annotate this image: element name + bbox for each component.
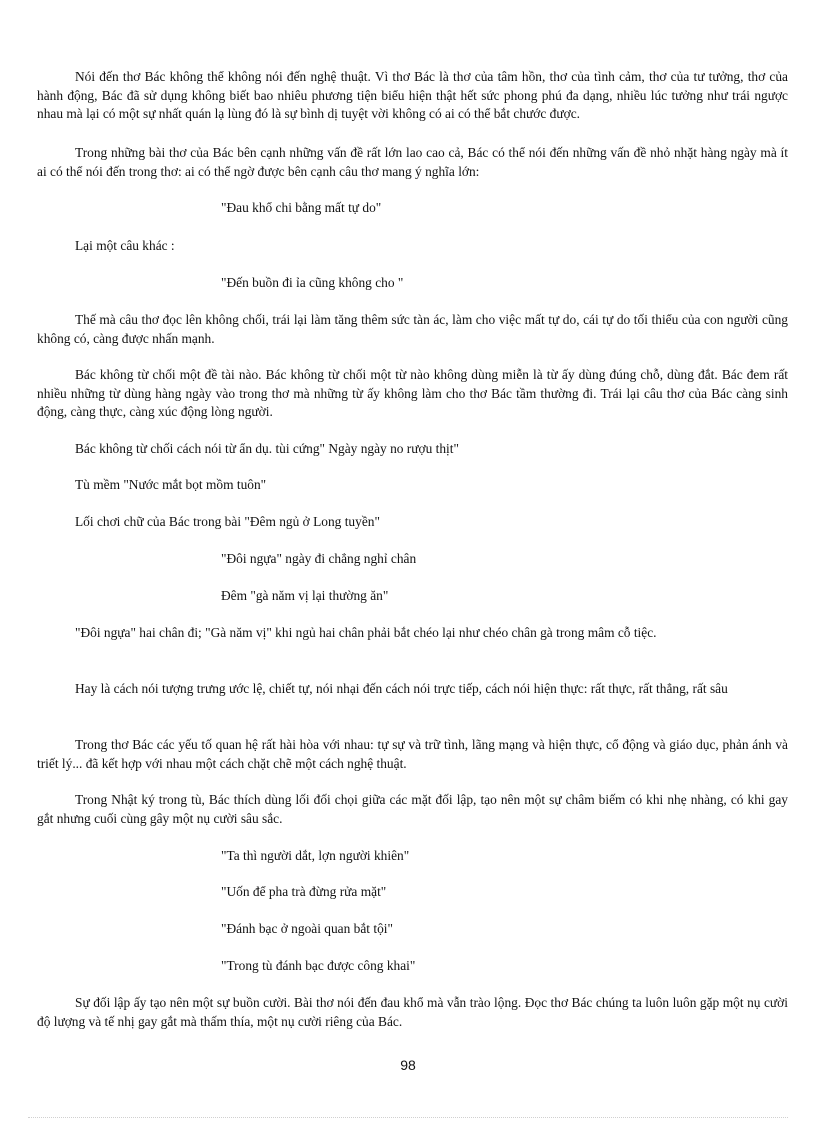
verse-line: Đêm "gà năm vị lại thường ăn" bbox=[221, 588, 389, 603]
paragraph: Trong thơ Bác các yếu tố quan hệ rất hài hòa với nhau: tự sự và trữ tình, lãng mạng và hiện thực, cổ động và giáo dục, phản ánh và triết lý... đã kết hợp với nhau một cách chặt chẽ một cách nghệ thuật. bbox=[37, 737, 788, 771]
verse-line: "Uốn để pha trà đừng rửa mặt" bbox=[221, 884, 387, 899]
paragraph: Sự đối lập ấy tạo nên một sự buồn cười. Bài thơ nói đến đau khổ mà vẫn trào lộng. Đọc thơ Bác chúng ta luôn luôn gặp một nụ cười độ lượng và tế nhị gay gắt mà thấm thía, một nụ cười riêng của Bác. bbox=[37, 995, 788, 1029]
verse-line: "Trong tù đánh bạc được công khai" bbox=[221, 958, 416, 973]
verse-line: "Đến buồn đi ỉa cũng không cho " bbox=[221, 275, 404, 290]
paragraph: "Đôi ngựa" hai chân đi; "Gà năm vị" khi ngủ hai chân phải bắt chéo lại như chéo chân gà trong mâm cỗ tiệc. bbox=[75, 625, 657, 640]
paragraph: Lối chơi chữ của Bác trong bài "Đêm ngủ ở Long tuyền" bbox=[75, 514, 380, 529]
paragraph: Trong những bài thơ của Bác bên cạnh những vấn đề rất lớn lao cao cả, Bác có thể nói đến những vấn đề nhỏ nhặt hàng ngày mà ít ai có thể nói đến trong thơ: ai có thể ngờ được bên cạnh câu thơ mang ý nghĩa lớn: bbox=[37, 145, 788, 179]
footer-divider bbox=[28, 1117, 788, 1118]
paragraph: Tù mềm "Nước mắt bọt mồm tuôn" bbox=[75, 477, 267, 492]
paragraph: Trong Nhật ký trong tù, Bác thích dùng lối đối chọi giữa các mặt đối lập, tạo nên một sự châm biếm có khi nhẹ nhàng, có khi gay gắt nhưng cuối cùng gây một nụ cười sâu sắc. bbox=[37, 792, 788, 826]
verse-line: "Đánh bạc ở ngoài quan bắt tội" bbox=[221, 921, 393, 936]
paragraph: Bác không từ chối cách nói từ ẩn dụ. tùi cứng" Ngày ngày no rượu thịt" bbox=[75, 441, 459, 456]
paragraph: Bác không từ chối một đề tài nào. Bác không từ chối một từ nào không dùng miễn là từ ấy dùng đúng chỗ, dùng đắt. Bác đem rất nhiều những từ dùng hàng ngày vào trong thơ mà những từ ấy không làm cho thơ Bác tầm thường đi. Trái lại câu thơ của Bác càng sinh động, càng thực, càng xúc động lòng người. bbox=[37, 367, 788, 420]
verse-line: "Đau khổ chi bằng mất tự do" bbox=[221, 200, 382, 215]
verse-line: "Ta thì người dắt, lợn người khiên" bbox=[221, 848, 410, 863]
paragraph: Nói đến thơ Bác không thể không nói đến nghệ thuật. Vì thơ Bác là thơ của tâm hồn, thơ của tình cảm, thơ của tư tưởng, thơ của hành động, Bác đã sử dụng không biết bao nhiêu phương tiện biểu hiện thật hết sức phong phú đa dạng, nhiều lúc tưởng như trái ngược nhau mà lại có một sự nhất quán lạ lùng đó là sự bình dị tuyệt vời không có ai có thể bắt chước được. bbox=[37, 69, 788, 122]
paragraph: Lại một câu khác : bbox=[75, 238, 175, 253]
verse-line: "Đôi ngựa" ngày đi chẳng nghỉ chân bbox=[221, 551, 417, 566]
page-number: 98 bbox=[400, 1057, 416, 1073]
paragraph: Hay là cách nói tượng trưng ước lệ, chiết tự, nói nhại đến cách nói trực tiếp, cách nói hiện thực: rất thực, rất thẳng, rất sâu bbox=[75, 681, 728, 696]
paragraph: Thế mà câu thơ đọc lên không chối, trái lại làm tăng thêm sức tàn ác, làm cho việc mất tự do, cái tự do tối thiểu của con người cũng không có, càng được nhấn mạnh. bbox=[37, 312, 788, 346]
